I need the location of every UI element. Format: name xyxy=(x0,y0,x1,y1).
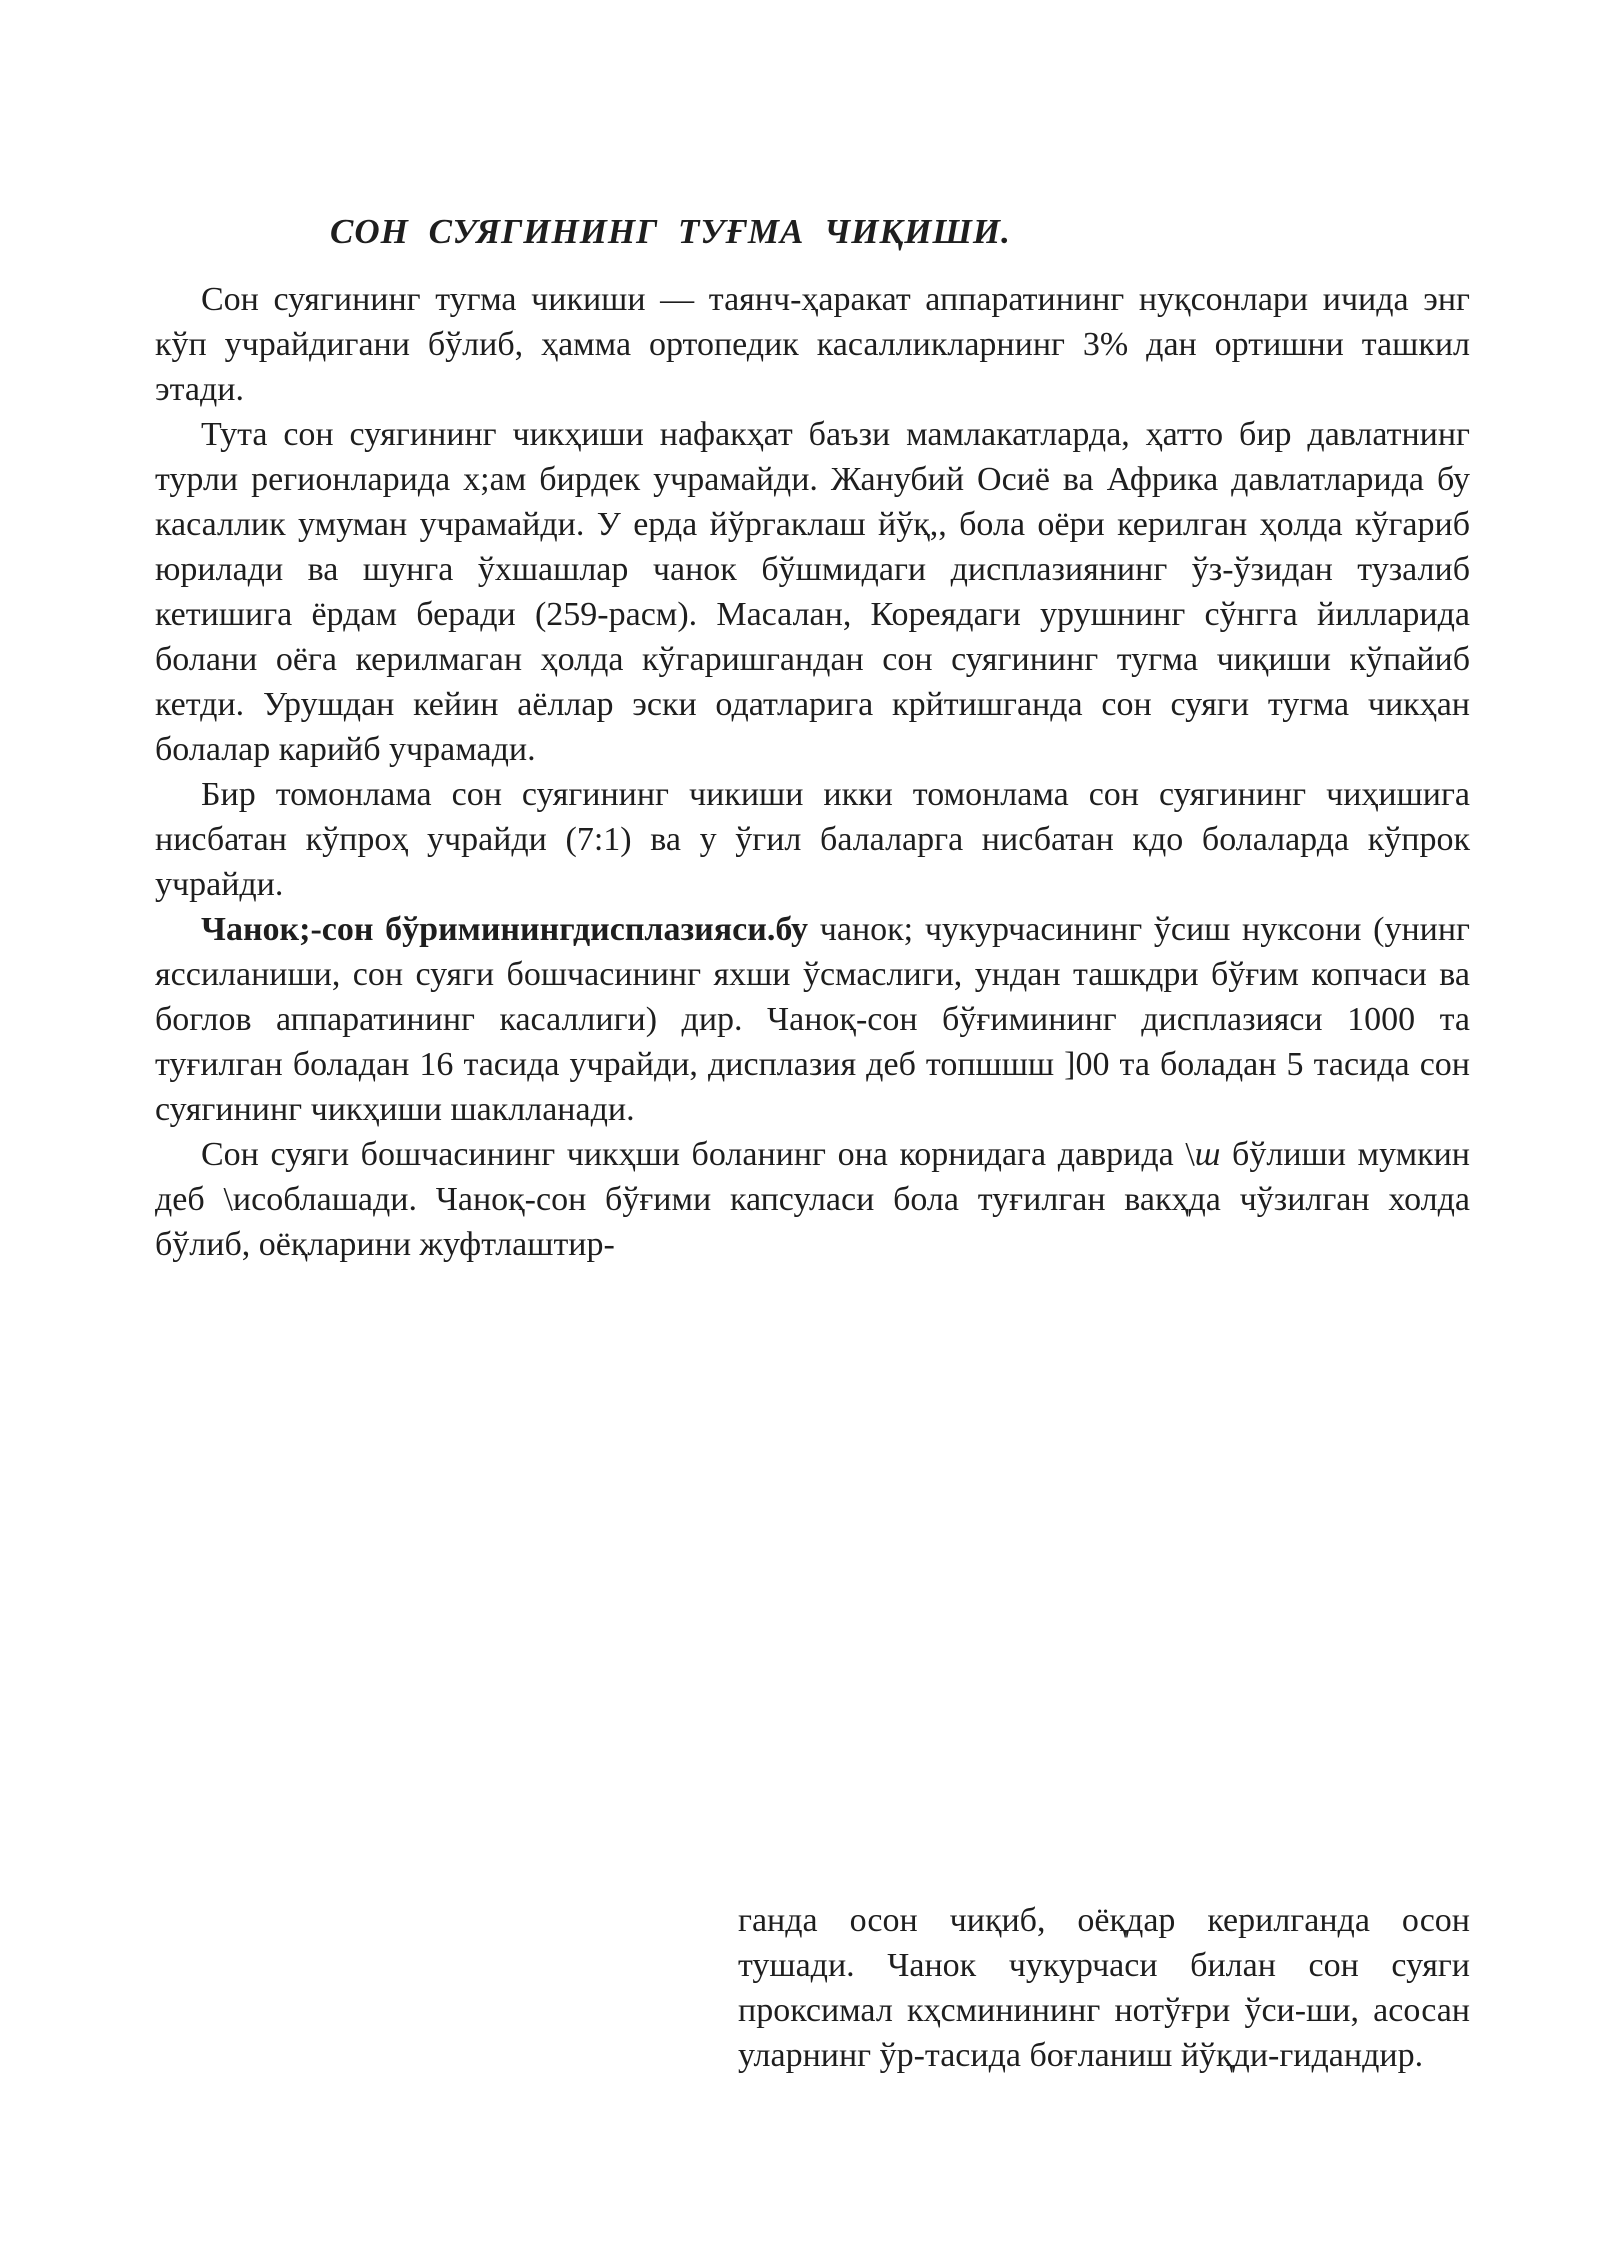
paragraph-5-text-before: Сон суяги бошчасининг чикҳши боланинг она корнидага даврида \ xyxy=(201,1136,1195,1173)
column-paragraph: ганда осон чиқиб, оёқдар керилганда осон тушади. Чанок чукурчаси билан сон суяги проксимал кҳсминининг нотўғри ўси-ши, асосан уларнинг ўр-тасида боғланиш йўқди-гидандир. xyxy=(738,1902,1470,2074)
paragraph-5 xyxy=(155,1132,1470,1267)
paragraph-3: Бир томонлама сон суягининг чикиши икки томонлама сон суягининг чиҳишига нисбатан кўпроҳ учрайди (7:1) ва у ўгил балаларга нисбатан кдо болаларда кўпрок учрайди. xyxy=(155,776,1470,903)
page-title: СОН СУЯГИНИНГ ТУҒМА ЧИҚИШИ. xyxy=(330,212,1011,251)
body-text xyxy=(155,277,1470,1267)
column-text xyxy=(738,1898,1470,2078)
paragraph-5-text-after: бўлиши мумкин деб \исоблашади. Чаноқ-сон бўғими капсуласи бола туғилган вакҳда чўзилган холда бўлиб, оёқларини жуфтлаштир- xyxy=(155,1136,1470,1263)
paragraph-4-bold-term: Чанок;-сон бўриминингдисплазияси.бу xyxy=(201,911,809,948)
paragraph-4 xyxy=(155,907,1470,1132)
paragraph-4-text: чанок; чукурчасининг ўсиш нуксони (унинг яссиланиши, сон суяги бошчасининг яхши ўсмаслиги, ундан ташкдри бўғим копчаси ва боглов аппаратининг касаллиги) дир. Чаноқ-сон бўғимининг дисплазияси 1000 та туғилган боладан 16 тасида учрайди, дисплазия деб топшшш ]00 та боладан 5 тасида сон суягининг чикҳиши шаклланади. xyxy=(155,911,1470,1128)
paragraph-2: Тута сон суягининг чикҳиши нафакҳат баъзи мамлакатларда, ҳатто бир давлатнинг турли регионларида х;ам бирдек учрамайди. Жанубий Осиё ва Африка давлатларида бу касаллик умуман учрамайди. У ерда йўргаклаш йўқ,, бола оёри керилган ҳолда кўгариб юрилади ва шунга ўхшашлар чанок бўшмидаги дисплазиянинг ўз-ўзидан тузалиб кетишига ёрдам беради (259-расм). Масалан, Кореядаги урушнинг сўнгга йилларида болани оёга керилмаган ҳолда кўгаришгандан сон суягининг тугма чиқиши кўпайиб кетди. Урушдан кейин аёллар эски одатларига крйтишганда сон суяги тугма чикҳан болалар карийб учрамади. xyxy=(155,416,1470,768)
paragraph-1: Сон суягининг тугма чикиши — таянч-ҳаракат аппаратининг нуқсонлари ичида энг кўп учрайдигани бўлиб, ҳамма ортопедик касалликларнинг 3% дан ортишни ташкил этади. xyxy=(155,281,1470,408)
paragraph-5-italic-letter: ш xyxy=(1194,1136,1221,1173)
